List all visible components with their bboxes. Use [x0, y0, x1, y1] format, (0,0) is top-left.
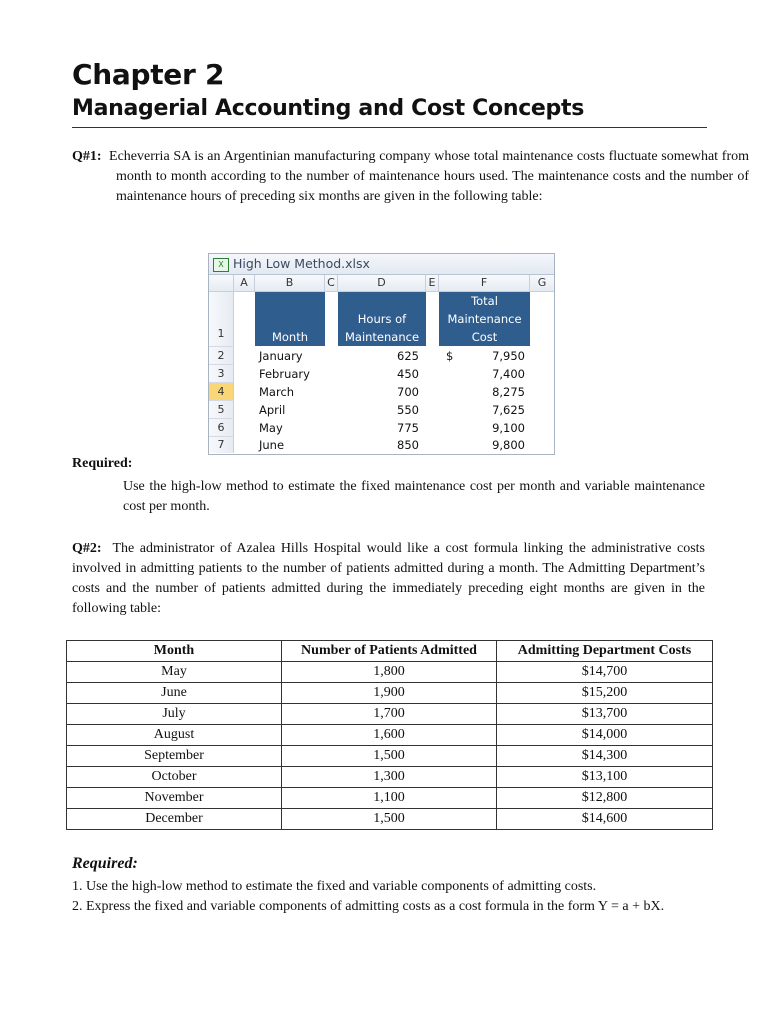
table-row [67, 809, 713, 830]
row-header-1: 1 [209, 292, 234, 347]
question-2-text: The administrator of Azalea Hills Hospital would like a cost formula linking the administrative costs involved in admitting patients to the number of patients admitted during a month. The Admitting Department’s costs and the number of patients admitted during the immediately preceding eight months are given in the following table: [72, 541, 705, 616]
costs-cell: $14,700 [497, 662, 713, 683]
spreadsheet-titlebar [209, 254, 554, 275]
header-cost-line1: Total [471, 294, 498, 308]
table-row [67, 662, 713, 683]
costs-cell: $13,700 [497, 704, 713, 725]
header-month [255, 292, 325, 346]
header-costs-col: Admitting Department Costs [497, 641, 713, 662]
month-cell: November [67, 788, 282, 809]
spreadsheet-window [208, 253, 555, 455]
header-month-col: Month [67, 641, 282, 662]
cell-hours-1: 625 [397, 349, 419, 363]
cell-month-2: February [259, 367, 310, 381]
patients-cell: 1,800 [282, 662, 497, 683]
column-header-a: A [234, 275, 255, 292]
patients-cell: 1,600 [282, 725, 497, 746]
excel-icon: X [213, 258, 229, 272]
column-header-e: E [426, 275, 439, 292]
table-header-row [67, 641, 713, 662]
cell-cost-4: 7,625 [492, 403, 525, 417]
header-month-label: Month [271, 330, 309, 344]
required-2-item-2: 2. Express the fixed and variable components of admitting costs as a cost formula in the form Y = a + bX. [72, 899, 665, 914]
patients-cell: 1,300 [282, 767, 497, 788]
cell-cost-3: 8,275 [492, 385, 525, 399]
header-cost-line3: Cost [471, 330, 498, 344]
question-2-label: Q#2: [72, 541, 102, 556]
header-hours-line1: Hours of [357, 312, 407, 326]
patients-cell: 1,500 [282, 809, 497, 830]
cell-hours-6: 850 [397, 438, 419, 452]
patients-cell: 1,900 [282, 683, 497, 704]
cell-month-4: April [259, 403, 286, 417]
month-cell: August [67, 725, 282, 746]
cell-cost-2: 7,400 [492, 367, 525, 381]
table-row [67, 683, 713, 704]
cell-cost-1: 7,950 [492, 349, 525, 363]
spreadsheet-filename: High Low Method.xlsx [233, 256, 370, 271]
question-2 [72, 539, 705, 619]
month-cell: May [67, 662, 282, 683]
heading-divider [72, 127, 707, 128]
patients-cell: 1,700 [282, 704, 497, 725]
month-cell: June [67, 683, 282, 704]
required-1-text: Use the high-low method to estimate the fixed maintenance cost per month and variable maintenance cost per month. [123, 479, 705, 514]
header-hours [338, 292, 426, 346]
header-cost [439, 292, 530, 346]
table-row [67, 704, 713, 725]
month-cell: December [67, 809, 282, 830]
question-1-label: Q#1: [72, 149, 102, 164]
cell-cost-6: 9,800 [492, 438, 525, 452]
costs-cell: $14,300 [497, 746, 713, 767]
question-1-text: Echeverria SA is an Argentinian manufacturing company whose total maintenance costs fluctuate somewhat from month to month according to the number of maintenance hours used. The maintenance costs and the number of maintenance hours of preceding six months are given in the following table: [109, 149, 749, 204]
required-2-item-1: 1. Use the high-low method to estimate the fixed and variable components of admitting costs. [72, 879, 597, 894]
cell-month-1: January [259, 349, 303, 363]
costs-cell: $14,000 [497, 725, 713, 746]
select-all-corner [209, 275, 234, 292]
cell-month-5: May [259, 421, 283, 435]
row-header-5: 5 [209, 401, 234, 419]
cell-currency-1: $ [446, 349, 454, 363]
row-header-7: 7 [209, 437, 234, 453]
header-hours-line2: Maintenance [344, 330, 420, 344]
column-header-f: F [439, 275, 530, 292]
question-1 [72, 147, 749, 207]
patients-cell: 1,500 [282, 746, 497, 767]
row-header-2: 2 [209, 347, 234, 365]
chapter-subtitle: Managerial Accounting and Cost Concepts [72, 96, 585, 121]
month-cell: July [67, 704, 282, 725]
cell-month-6: June [259, 438, 285, 452]
chapter-heading: Chapter 2 [72, 58, 225, 91]
header-cost-line2: Maintenance [447, 312, 522, 326]
column-header-g: G [530, 275, 554, 292]
row-header-4: 4 [209, 383, 234, 401]
header-patients-col: Number of Patients Admitted [282, 641, 497, 662]
required-1-label: Required: [72, 456, 133, 471]
costs-cell: $13,100 [497, 767, 713, 788]
required-2-label: Required: [72, 855, 138, 872]
table-row [67, 725, 713, 746]
table-row [67, 746, 713, 767]
table-row [67, 788, 713, 809]
month-cell: September [67, 746, 282, 767]
cell-hours-5: 775 [397, 421, 419, 435]
spreadsheet-grid [209, 275, 554, 454]
column-header-d: D [338, 275, 426, 292]
row-header-3: 3 [209, 365, 234, 383]
costs-cell: $14,600 [497, 809, 713, 830]
patients-cell: 1,100 [282, 788, 497, 809]
month-cell: October [67, 767, 282, 788]
costs-cell: $15,200 [497, 683, 713, 704]
costs-cell: $12,800 [497, 788, 713, 809]
cell-hours-4: 550 [397, 403, 419, 417]
patients-table [66, 640, 713, 830]
cell-hours-2: 450 [397, 367, 419, 381]
table-row [67, 767, 713, 788]
cell-month-3: March [259, 385, 295, 399]
row-header-6: 6 [209, 419, 234, 437]
column-header-c: C [325, 275, 338, 292]
cell-hours-3: 700 [397, 385, 419, 399]
column-header-b: B [255, 275, 325, 292]
cell-cost-5: 9,100 [492, 421, 525, 435]
